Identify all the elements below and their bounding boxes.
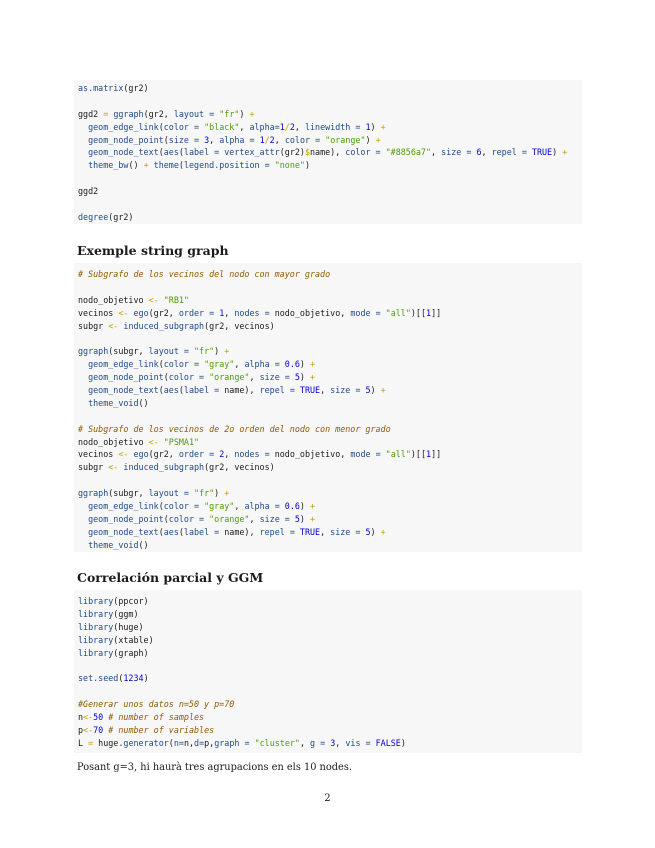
code-token: order = xyxy=(178,307,215,318)
code-line xyxy=(78,436,578,449)
code-token: ) xyxy=(299,513,311,524)
code-line xyxy=(78,672,578,685)
code-token xyxy=(78,147,88,157)
code-line xyxy=(78,198,578,211)
code-token: "orange" xyxy=(209,513,250,524)
code-token: , xyxy=(335,737,346,748)
code-token: repel = xyxy=(259,385,295,396)
code-token: + xyxy=(380,526,386,537)
code-token: (gr2, xyxy=(148,449,179,460)
code-token: induced_subgraph xyxy=(123,320,205,331)
code-token: )[[ xyxy=(410,449,427,460)
code-token xyxy=(78,160,88,170)
code-token: ( xyxy=(178,526,184,537)
code-token: 70 xyxy=(93,724,104,735)
code-line xyxy=(78,647,578,660)
code-token: (gr2, vecinos) xyxy=(204,462,275,473)
code-token: label = xyxy=(183,147,220,158)
code-line xyxy=(78,134,578,147)
code-token: <- xyxy=(148,294,159,305)
code-token: generator xyxy=(123,737,169,748)
code-line xyxy=(78,108,578,121)
code-token: n, xyxy=(183,737,195,748)
code-line xyxy=(78,685,578,698)
code-token: "cluster" xyxy=(254,737,300,748)
code-token: (graph) xyxy=(113,647,149,658)
code-token: size = xyxy=(259,372,290,383)
code-token: layout = xyxy=(148,346,189,357)
code-token: geom_edge_link xyxy=(88,121,159,132)
code-token: + xyxy=(249,108,255,119)
code-token: legend.position = xyxy=(183,160,270,171)
code-token: # Subgrafo de los vecinos del nodo con mayor grado xyxy=(78,269,331,279)
code-token: ( xyxy=(163,513,169,524)
code-token: + xyxy=(310,359,316,370)
code-token: <- xyxy=(148,436,159,447)
code-token: color = xyxy=(163,501,200,512)
code-token xyxy=(78,359,88,369)
code-token xyxy=(78,540,88,550)
code-line xyxy=(78,294,578,307)
code-token: name), xyxy=(219,385,260,396)
code-token xyxy=(78,135,88,145)
code-token: 5 xyxy=(365,526,371,537)
code-token: nodes = xyxy=(234,307,270,318)
code-token: 50 xyxy=(93,712,104,723)
code-token: ) xyxy=(370,526,381,537)
code-token: set.seed xyxy=(78,673,119,684)
code-token: p, xyxy=(204,737,215,748)
code-token: d= xyxy=(194,737,205,748)
code-token: 1 xyxy=(426,449,432,460)
code-token: nodo_objetivo xyxy=(78,436,149,447)
code-token: , xyxy=(274,134,285,145)
code-token: (huge) xyxy=(113,621,144,632)
code-token: ( xyxy=(158,501,164,512)
code-line xyxy=(78,410,578,423)
code-token: vertex_attr xyxy=(224,147,280,158)
code-token: #Generar unos datos n=50 y p=70 xyxy=(78,699,235,710)
code-token: "orange" xyxy=(325,134,366,145)
page-number: 2 xyxy=(324,793,331,804)
code-block-3 xyxy=(74,590,582,753)
code-token: + xyxy=(224,488,230,499)
code-token: ) xyxy=(370,385,381,396)
code-token: p xyxy=(78,724,84,735)
code-token xyxy=(78,385,88,395)
code-token: library xyxy=(78,634,114,645)
code-token: ]] xyxy=(431,307,442,318)
code-token: "black" xyxy=(204,121,240,132)
code-token: + xyxy=(380,385,386,396)
code-token: alpha = xyxy=(219,134,255,145)
code-token: nodo_objetivo, xyxy=(269,307,351,318)
code-block-2 xyxy=(74,263,582,552)
code-token: size = xyxy=(168,134,200,145)
code-line xyxy=(78,474,578,487)
code-token: geom_edge_link xyxy=(88,501,159,512)
code-token: + xyxy=(310,513,316,524)
code-token: = xyxy=(88,737,94,748)
code-token: , xyxy=(299,737,311,748)
code-token: ( xyxy=(158,121,164,132)
code-token: ( xyxy=(178,147,184,158)
code-token: color = xyxy=(345,147,381,158)
code-token xyxy=(78,398,88,408)
code-token: , xyxy=(249,513,260,524)
code-token: "gray" xyxy=(204,501,235,512)
code-token: "orange" xyxy=(209,372,250,383)
code-token: 5 xyxy=(294,372,300,383)
code-token: linewidth = xyxy=(304,121,361,132)
code-token: layout = xyxy=(148,488,189,499)
code-token: ) xyxy=(365,134,376,145)
code-line xyxy=(78,621,578,634)
code-token: ( xyxy=(163,134,169,145)
code-token: nodo_objetivo, xyxy=(269,449,351,460)
code-token: (ggm) xyxy=(113,608,139,619)
code-token: (xtable) xyxy=(113,634,154,645)
code-line xyxy=(78,159,578,172)
code-token: ) xyxy=(299,372,311,383)
code-token: , xyxy=(234,359,245,370)
code-line xyxy=(78,95,578,108)
body-paragraph: Posant g=3, hi haurà tres agrupacions en els 10 nodes. xyxy=(77,762,352,773)
code-line xyxy=(78,307,578,320)
code-token: "RB1" xyxy=(163,294,189,305)
code-token: label = xyxy=(183,526,220,537)
code-token: subgr xyxy=(78,320,109,331)
code-token: "none" xyxy=(274,160,305,171)
code-token: (subgr, xyxy=(108,488,149,499)
code-token: library xyxy=(78,647,114,658)
code-token: ( xyxy=(158,147,164,158)
code-token: # number of variables xyxy=(108,724,215,735)
code-token: theme_void xyxy=(88,539,139,550)
code-line xyxy=(78,345,578,358)
code-token: , xyxy=(224,307,235,318)
code-token: = xyxy=(103,108,109,119)
code-token: nodes = xyxy=(234,449,270,460)
code-token: color = xyxy=(163,359,200,370)
code-token: ggraph xyxy=(113,108,144,119)
code-token: (gr2) xyxy=(123,83,149,93)
code-token: label = xyxy=(183,385,220,396)
code-token: ggd2 xyxy=(78,186,99,197)
code-token: FALSE xyxy=(375,737,401,748)
code-token: ( xyxy=(178,385,184,396)
code-token: (gr2) xyxy=(108,211,134,222)
code-line xyxy=(78,539,578,552)
code-line xyxy=(78,526,578,539)
code-token: "all" xyxy=(385,307,411,318)
code-token: color = xyxy=(284,134,321,145)
code-line xyxy=(78,82,578,95)
code-token: repel = xyxy=(259,526,295,537)
code-token: alpha = xyxy=(244,359,280,370)
code-token xyxy=(78,122,88,132)
code-token: + xyxy=(375,134,381,145)
code-line xyxy=(78,634,578,647)
section-heading: Exemple string graph xyxy=(77,243,229,258)
code-line xyxy=(78,513,578,526)
code-token: library xyxy=(78,596,114,606)
code-line xyxy=(78,595,578,608)
code-token: huge. xyxy=(93,737,124,748)
code-token: , xyxy=(234,501,245,512)
code-token: g = xyxy=(310,737,326,748)
code-token: ) xyxy=(239,108,250,119)
code-token: 1 xyxy=(259,134,265,145)
code-token: as.matrix xyxy=(78,83,124,93)
code-token: ego xyxy=(133,307,149,318)
code-token: TRUE xyxy=(299,385,321,396)
code-line xyxy=(78,461,578,474)
code-token: ) xyxy=(370,121,381,132)
code-token: , xyxy=(320,526,331,537)
code-token: L xyxy=(78,737,89,748)
code-line xyxy=(78,711,578,724)
code-token: 6 xyxy=(476,147,482,158)
code-line xyxy=(78,487,578,500)
code-token: <- xyxy=(118,449,129,460)
code-token: ggd2 xyxy=(78,108,104,119)
code-line xyxy=(78,281,578,294)
code-line xyxy=(78,185,578,198)
code-token: () xyxy=(138,539,149,550)
code-token: layout = xyxy=(173,108,215,119)
code-token: + xyxy=(224,346,230,357)
code-token: <- xyxy=(118,307,129,318)
code-token: TRUE xyxy=(299,526,321,537)
code-token: theme_bw xyxy=(88,160,129,171)
code-token: (subgr, xyxy=(108,346,149,357)
code-token: , xyxy=(249,372,260,383)
code-token: library xyxy=(78,608,114,619)
code-token: "fr" xyxy=(194,488,215,499)
code-token: () xyxy=(138,397,149,408)
code-token: ) xyxy=(299,359,311,370)
code-token: ) xyxy=(304,160,311,171)
code-token: ggraph xyxy=(78,346,109,357)
code-token: 3 xyxy=(330,737,336,748)
code-token: "all" xyxy=(385,449,411,460)
code-token: size = xyxy=(330,385,361,396)
code-token: 1 xyxy=(279,121,285,132)
code-token: () xyxy=(128,160,144,171)
code-line xyxy=(78,448,578,461)
code-token: alpha = xyxy=(244,501,280,512)
code-token: + xyxy=(562,147,568,158)
code-line xyxy=(78,423,578,436)
code-line xyxy=(78,332,578,345)
code-token: mode = xyxy=(350,307,381,318)
code-token: ( xyxy=(163,372,169,383)
code-token: aes xyxy=(163,526,179,537)
code-token: 1 xyxy=(219,307,225,318)
code-token: 0.6 xyxy=(284,359,300,370)
code-token: "#8856a7" xyxy=(385,147,432,158)
code-token: ( xyxy=(168,737,174,748)
code-token: vis = xyxy=(345,737,371,748)
code-line xyxy=(78,268,578,281)
code-token: theme xyxy=(153,160,179,171)
code-token: alpha= xyxy=(249,121,280,132)
code-token: # Subgrafo de los vecinos de 2o orden del nodo con menor grado xyxy=(78,423,391,434)
code-token: , xyxy=(431,147,442,158)
code-line xyxy=(78,384,578,397)
code-token: geom_node_point xyxy=(88,134,164,145)
code-token: , xyxy=(481,147,492,158)
code-token: (gr2, xyxy=(143,108,174,119)
code-line xyxy=(78,320,578,333)
code-token: ]] xyxy=(431,449,442,460)
code-token: + xyxy=(310,372,316,383)
code-token: geom_node_text xyxy=(88,385,159,396)
code-token: # number of samples xyxy=(108,712,205,723)
code-token: 2 xyxy=(289,121,295,132)
code-token: ( xyxy=(158,359,164,370)
section-heading: Correlación parcial y GGM xyxy=(77,570,264,585)
code-token: "fr" xyxy=(219,108,240,119)
code-line xyxy=(78,211,578,224)
code-line xyxy=(78,659,578,672)
code-token: (gr2, vecinos) xyxy=(204,320,275,331)
code-token: vecinos xyxy=(78,307,119,318)
code-line xyxy=(78,698,578,711)
code-token: aes xyxy=(163,385,179,396)
code-token: / xyxy=(264,134,270,145)
code-token: degree xyxy=(78,211,109,222)
code-token: library xyxy=(78,621,114,632)
code-token: <- xyxy=(108,320,119,331)
code-token: , xyxy=(239,121,250,132)
code-token: + xyxy=(380,121,386,132)
code-token: , xyxy=(320,385,331,396)
code-token: "gray" xyxy=(204,359,235,370)
code-token: repel = xyxy=(491,147,527,158)
code-token: name), xyxy=(310,147,346,158)
code-line xyxy=(78,371,578,384)
code-token: ggraph xyxy=(78,488,109,499)
code-token: ) xyxy=(214,488,225,499)
code-line xyxy=(78,121,578,134)
code-token: 1 xyxy=(426,307,432,318)
code-token: 5 xyxy=(294,513,300,524)
code-token: (ppcor) xyxy=(113,596,149,606)
code-token: + xyxy=(310,501,316,512)
code-token: , xyxy=(209,134,220,145)
code-token: n= xyxy=(173,737,184,748)
code-token: <- xyxy=(83,712,94,723)
code-token: color = xyxy=(168,513,205,524)
code-token: ( xyxy=(158,526,164,537)
code-token: ego xyxy=(133,449,149,460)
code-token: subgr xyxy=(78,462,109,473)
code-token: ) xyxy=(299,501,311,512)
code-token: 2 xyxy=(269,134,275,145)
code-block-1 xyxy=(74,80,582,224)
code-token: size = xyxy=(441,147,472,158)
code-token: 5 xyxy=(365,385,371,396)
code-token xyxy=(78,501,88,511)
code-token: aes xyxy=(163,147,179,158)
code-token xyxy=(78,372,88,382)
code-line xyxy=(78,358,578,371)
code-token: name), xyxy=(219,526,260,537)
code-token: induced_subgraph xyxy=(123,462,205,473)
code-token: nodo_objetivo xyxy=(78,294,149,305)
code-line xyxy=(78,172,578,185)
code-token: ( xyxy=(158,385,164,396)
code-token: ( xyxy=(118,673,124,684)
code-token: TRUE xyxy=(531,147,553,158)
code-token: geom_node_point xyxy=(88,513,164,524)
code-token: 1 xyxy=(365,121,371,132)
code-token: ) xyxy=(143,673,149,684)
code-token: (gr2) xyxy=(279,147,305,158)
code-token: mode = xyxy=(350,449,381,460)
code-token: color = xyxy=(163,121,200,132)
code-token: vecinos xyxy=(78,449,119,460)
code-token: order = xyxy=(178,449,215,460)
code-token: size = xyxy=(259,513,290,524)
code-line xyxy=(78,608,578,621)
code-token: n xyxy=(78,712,84,723)
code-token: <- xyxy=(108,462,119,473)
code-token: size = xyxy=(330,526,361,537)
code-token: ) xyxy=(214,346,225,357)
code-token: ) xyxy=(400,737,406,748)
code-line xyxy=(78,737,578,750)
code-token xyxy=(78,527,88,537)
code-token: graph = xyxy=(214,737,250,748)
code-token: theme_void xyxy=(88,397,139,408)
code-line xyxy=(78,724,578,737)
code-token: / xyxy=(284,121,290,132)
code-token: , xyxy=(224,449,235,460)
code-token: "PSMA1" xyxy=(163,436,200,447)
code-line xyxy=(78,146,578,159)
code-token: 0.6 xyxy=(284,501,300,512)
code-token: $ xyxy=(304,147,310,158)
code-token: geom_edge_link xyxy=(88,359,159,370)
code-token: ( xyxy=(178,160,184,171)
code-token: color = xyxy=(168,372,205,383)
code-token: geom_node_text xyxy=(88,526,159,537)
code-token: geom_node_point xyxy=(88,372,164,383)
code-token: "fr" xyxy=(194,346,215,357)
code-token: geom_node_text xyxy=(88,147,159,158)
code-token: 2 xyxy=(219,449,225,460)
code-token: )[[ xyxy=(410,307,427,318)
code-line xyxy=(78,500,578,513)
code-token: (gr2, xyxy=(148,307,179,318)
code-token xyxy=(78,514,88,524)
code-token: 3 xyxy=(204,134,210,145)
code-token: 1234 xyxy=(123,673,144,684)
code-token: + xyxy=(143,160,149,171)
code-line xyxy=(78,397,578,410)
code-token: <- xyxy=(83,724,94,735)
code-token: , xyxy=(294,121,305,132)
code-token: ) xyxy=(552,147,563,158)
